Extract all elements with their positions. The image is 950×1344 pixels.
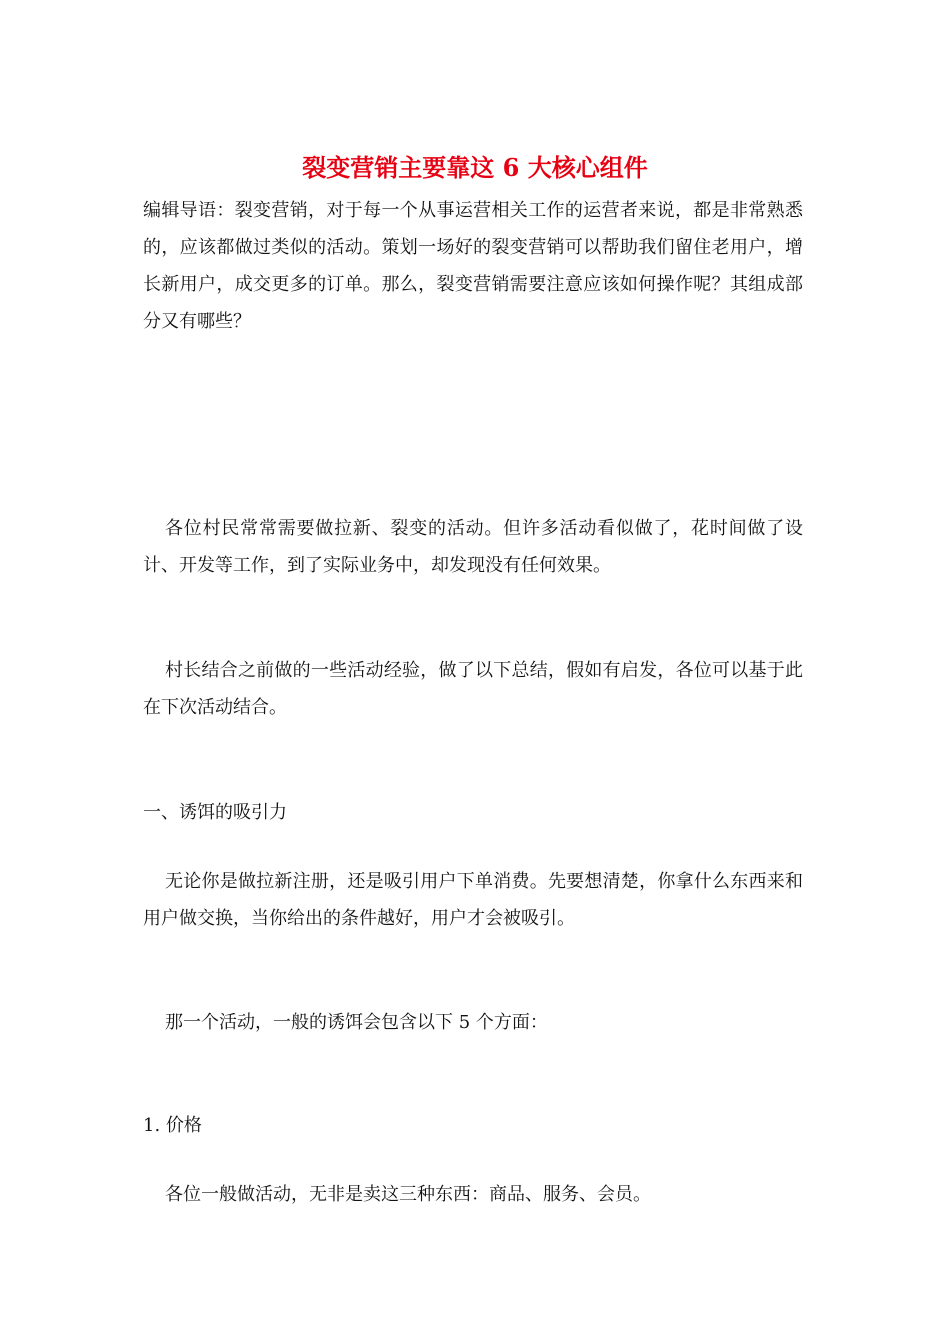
paragraph-5: 各位一般做活动，无非是卖这三种东西：商品、服务、会员。 [165,1184,651,1205]
paragraph-4: 那一个活动，一般的诱饵会包含以下 5 个方面： [165,1012,548,1033]
subsection-heading-price: 1. 价格 [143,1115,202,1136]
section-heading-lure: 一、诱饵的吸引力 [143,802,287,823]
paragraph-1: 各位村民常常需要做拉新、裂变的活动。但许多活动看似做了，花时间做了设计、开发等工作，到了实际业务中，却发现没有任何效果。 [143,518,803,576]
paragraph-3: 无论你是做拉新注册，还是吸引用户下单消费。先要想清楚，你拿什么东西来和用户做交换，当你给出的条件越好，用户才会被吸引。 [143,871,803,929]
document-title: 裂变营销主要靠这 6 大核心组件 [302,153,648,182]
paragraph-2: 村长结合之前做的一些活动经验，做了以下总结，假如有启发，各位可以基于此在下次活动结合。 [143,660,803,718]
intro-paragraph: 编辑导语：裂变营销，对于每一个从事运营相关工作的运营者来说，都是非常熟悉的，应该都做过类似的活动。策划一场好的裂变营销可以帮助我们留住老用户，增长新用户，成交更多的订单。那么，裂变营销需要注意应该如何操作呢？其组成部分又有哪些？ [143,200,803,332]
